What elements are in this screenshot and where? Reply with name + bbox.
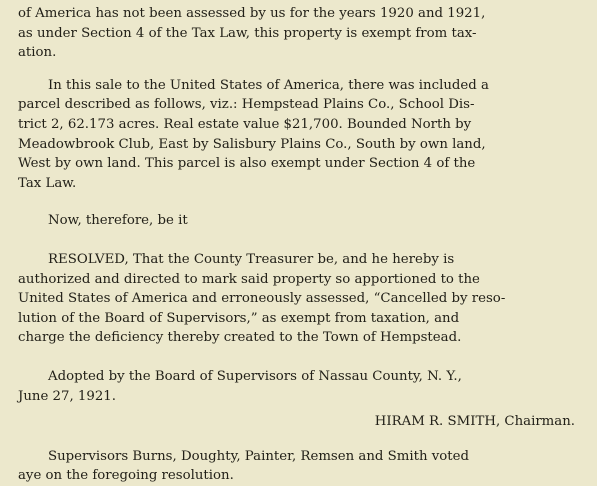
text-line: Adopted by the Board of Supervisors of Nassau County, N. Y.,	[48, 368, 462, 384]
text-line: as under Section 4 of the Tax Law, this property is exempt from tax-	[18, 25, 477, 41]
chairman-signature	[18, 412, 575, 432]
text-line: HIRAM R. SMITH, Chairman.	[374, 414, 575, 430]
text-line: of America has not been assessed by us for the years 1920 and 1921,	[18, 6, 486, 21]
paragraph-resolved	[18, 250, 575, 348]
text-line: aye on the foregoing resolution.	[18, 468, 234, 484]
text-line: United States of America and erroneously assessed, “Cancelled by reso-	[18, 291, 506, 307]
text-line: Supervisors Burns, Doughty, Painter, Remsen and Smith voted	[48, 448, 469, 464]
text-line: Now, therefore, be it	[48, 213, 188, 229]
paragraph-vote	[18, 447, 575, 486]
text-line: charge the deficiency thereby created to the Town of Hempstead.	[18, 330, 462, 346]
paragraph-adopted	[18, 367, 575, 406]
paragraph-therefore	[18, 211, 575, 231]
text-line: Meadowbrook Club, East by Salisbury Plains Co., South by own land,	[18, 136, 486, 152]
text-line: In this sale to the United States of America, there was included a	[48, 77, 489, 93]
text-line: lution of the Board of Supervisors,” as exempt from taxation, and	[18, 310, 460, 326]
text-line: authorized and directed to mark said property so apportioned to the	[18, 271, 480, 287]
text-line: ation.	[18, 45, 57, 61]
text-line: June 27, 1921.	[18, 388, 116, 404]
text-line: RESOLVED, That the County Treasurer be, and he hereby is	[48, 251, 455, 267]
text-line: parcel described as follows, viz.: Hempstead Plains Co., School Dis-	[18, 97, 475, 113]
text-line: trict 2, 62.173 acres. Real estate value $21,700. Bounded North by	[18, 116, 472, 132]
text-line: West by own land. This parcel is also exempt under Section 4 of the	[18, 156, 476, 172]
paragraph-exemption-intro	[18, 4, 575, 63]
paragraph-parcel-description	[18, 76, 575, 194]
text-line: Tax Law.	[18, 175, 77, 191]
